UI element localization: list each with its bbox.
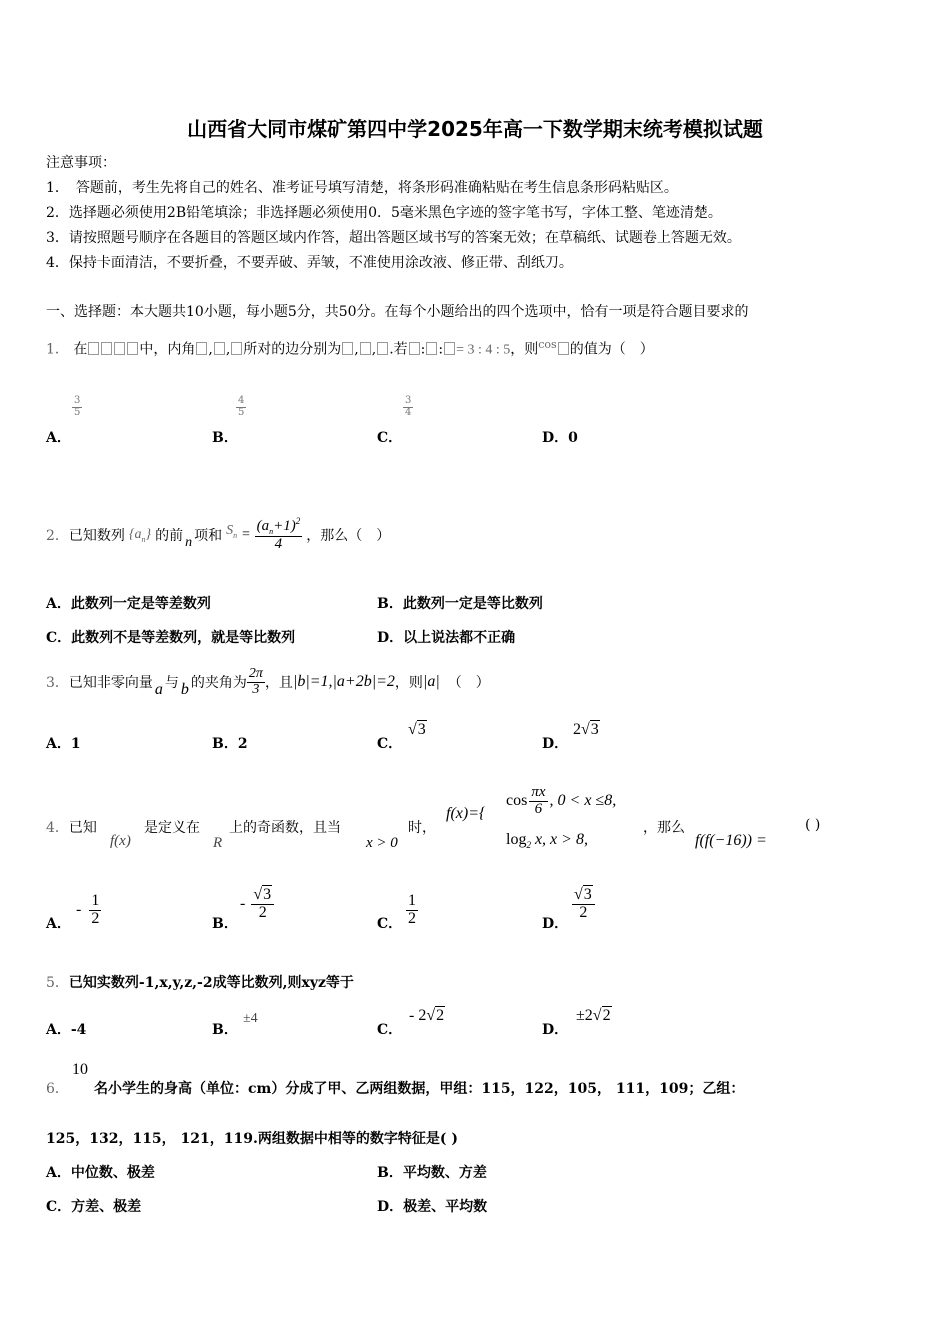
q4-option-b-value: - $\frac{√3}{2}$ xyxy=(240,887,274,922)
option-b[interactable]: B． xyxy=(212,430,238,446)
q5-option-c-value: - 2√2 xyxy=(409,1007,445,1024)
option-a[interactable]: A．中位数、极差 xyxy=(46,1165,155,1181)
q4-text-3: 上的奇函数，且当 xyxy=(229,820,341,836)
q5-option-b-value: ±4 xyxy=(243,1011,258,1026)
question-number: 1． xyxy=(46,341,69,358)
q4-lhs: f(x)={ xyxy=(446,805,486,822)
question-2: 2． 已知数列 $\{a_n\}$ 的前 n 项和 $S_n$ = $\frac{(a_n+1)^2}{4}$ ，那么（ ） xyxy=(46,515,391,553)
option-a[interactable]: A．此数列一定是等差数列 xyxy=(46,596,211,612)
question-6-line-1: 名小学生的身高（单位：cm）分成了甲、乙两组数据，甲组：115，122，105， 111，109；乙组： xyxy=(94,1081,745,1097)
q4-target: f(f(−16)) = xyxy=(695,832,767,849)
notice-item-3: 3．请按照题号顺序在各题目的答题区域内作答，超出答题区域书写的答案无效；在草稿纸、试题卷上答题无效。 xyxy=(46,230,741,246)
notice-heading: 注意事项： xyxy=(46,155,116,171)
option-d[interactable]: D．以上说法都不正确 xyxy=(377,630,516,646)
option-c[interactable]: C．此数列不是等差数列，就是等比数列 xyxy=(46,630,296,646)
option-c[interactable]: C． xyxy=(377,736,403,752)
q3-option-c-value: √3 xyxy=(408,721,426,738)
option-c[interactable]: C． xyxy=(377,1022,403,1038)
question-5: 5．已知实数列-1,x,y,z,-2成等比数列,则xyz等于 xyxy=(46,975,354,991)
section-heading: 一、选择题：本大题共10小题，每小题5分，共50分。在每个小题给出的四个选项中，恰有一项是符合题目要求的 xyxy=(46,304,749,320)
q1-option-b-fraction: $\frac{4}{5}$ xyxy=(238,395,245,418)
option-b[interactable]: B． xyxy=(212,1022,238,1038)
option-a[interactable]: A． xyxy=(46,916,71,932)
q1-option-c-fraction: $\frac{3}{4}$ xyxy=(405,395,412,418)
question-3: 3． 已知非零向量 a 与 b 的夹角为 $\frac{2\pi}{3}$ ，且 |b|=1,|a+2b|=2 ，则 |a| （ ） xyxy=(46,665,490,698)
q1-option-a-fraction: $\frac{3}{5}$ xyxy=(74,395,81,418)
question-4: 4．已知 xyxy=(46,820,97,836)
option-b[interactable]: B．2 xyxy=(212,736,248,752)
option-b[interactable]: B．平均数、方差 xyxy=(377,1165,487,1181)
q4-cond: x > 0 xyxy=(366,835,398,851)
option-d[interactable]: D． xyxy=(542,1022,569,1038)
q4-R: R xyxy=(213,835,223,851)
q5-option-d-value: ±2√2 xyxy=(576,1007,611,1024)
option-d[interactable]: D．0 xyxy=(542,430,578,446)
q4-fx: f(x) xyxy=(110,833,131,849)
option-d[interactable]: D． xyxy=(542,736,569,752)
option-c[interactable]: C． xyxy=(377,430,403,446)
option-c[interactable]: C． xyxy=(377,916,403,932)
page-title: 山西省大同市煤矿第四中学2025年高一下数学期末统考模拟试题 xyxy=(187,117,763,141)
notice-item-2: 2．选择题必须使用2B铅笔填涂；非选择题必须使用0．5毫米黑色字迹的签字笔书写，字体工整、笔迹清楚。 xyxy=(46,205,722,221)
option-c[interactable]: C．方差、极差 xyxy=(46,1199,142,1215)
notice-item-1: 1． 答题前，考生先将自己的姓名、准考证号填写清楚，将条形码准确粘贴在考生信息条形码粘贴区。 xyxy=(46,180,678,196)
q4-option-c-value: $\frac{1}{2}$ xyxy=(408,892,416,927)
option-d[interactable]: D． xyxy=(542,916,569,932)
q4-text-5: ，那么 xyxy=(643,820,685,836)
q4-text-4: 时， xyxy=(408,820,436,836)
notice-item-4: 4．保持卡面清洁，不要折叠，不要弄破、弄皱，不准使用涂改液、修正带、刮纸刀。 xyxy=(46,255,573,271)
q3-option-d-value: 2√3 xyxy=(573,721,599,738)
q4-blank: ( ) xyxy=(805,817,821,833)
option-d[interactable]: D．极差、平均数 xyxy=(377,1199,488,1215)
question-6-number: 6． xyxy=(46,1081,69,1097)
question-6-line-2: 125，132，115， 121，119.两组数据中相等的数字特征是( ) xyxy=(46,1131,458,1147)
q4-option-a-value: - $\frac{1}{2}$ xyxy=(76,892,100,927)
option-b[interactable]: B．此数列一定是等比数列 xyxy=(377,596,543,612)
option-a[interactable]: A．1 xyxy=(46,736,81,752)
q4-text-2: 是定义在 xyxy=(144,820,200,836)
q4-option-d-value: $\frac{√3}{2}$ xyxy=(572,887,595,922)
q4-case-1: cos $\frac{\pi x}{6}$ , 0 < x ≤8, xyxy=(506,784,617,817)
option-a[interactable]: A．-4 xyxy=(46,1022,87,1038)
question-1: 1． 在 中，内角 , , 所对的边分别为 , , .若 : : = 3 : 4 : 5，则$^{cos}$ 的值为（ ） xyxy=(46,338,654,358)
option-b[interactable]: B． xyxy=(212,916,238,932)
q6-ten: 10 xyxy=(72,1061,88,1078)
q4-case-2: $\log_2 x$, x > 8, xyxy=(506,831,588,851)
option-a[interactable]: A． xyxy=(46,430,71,446)
